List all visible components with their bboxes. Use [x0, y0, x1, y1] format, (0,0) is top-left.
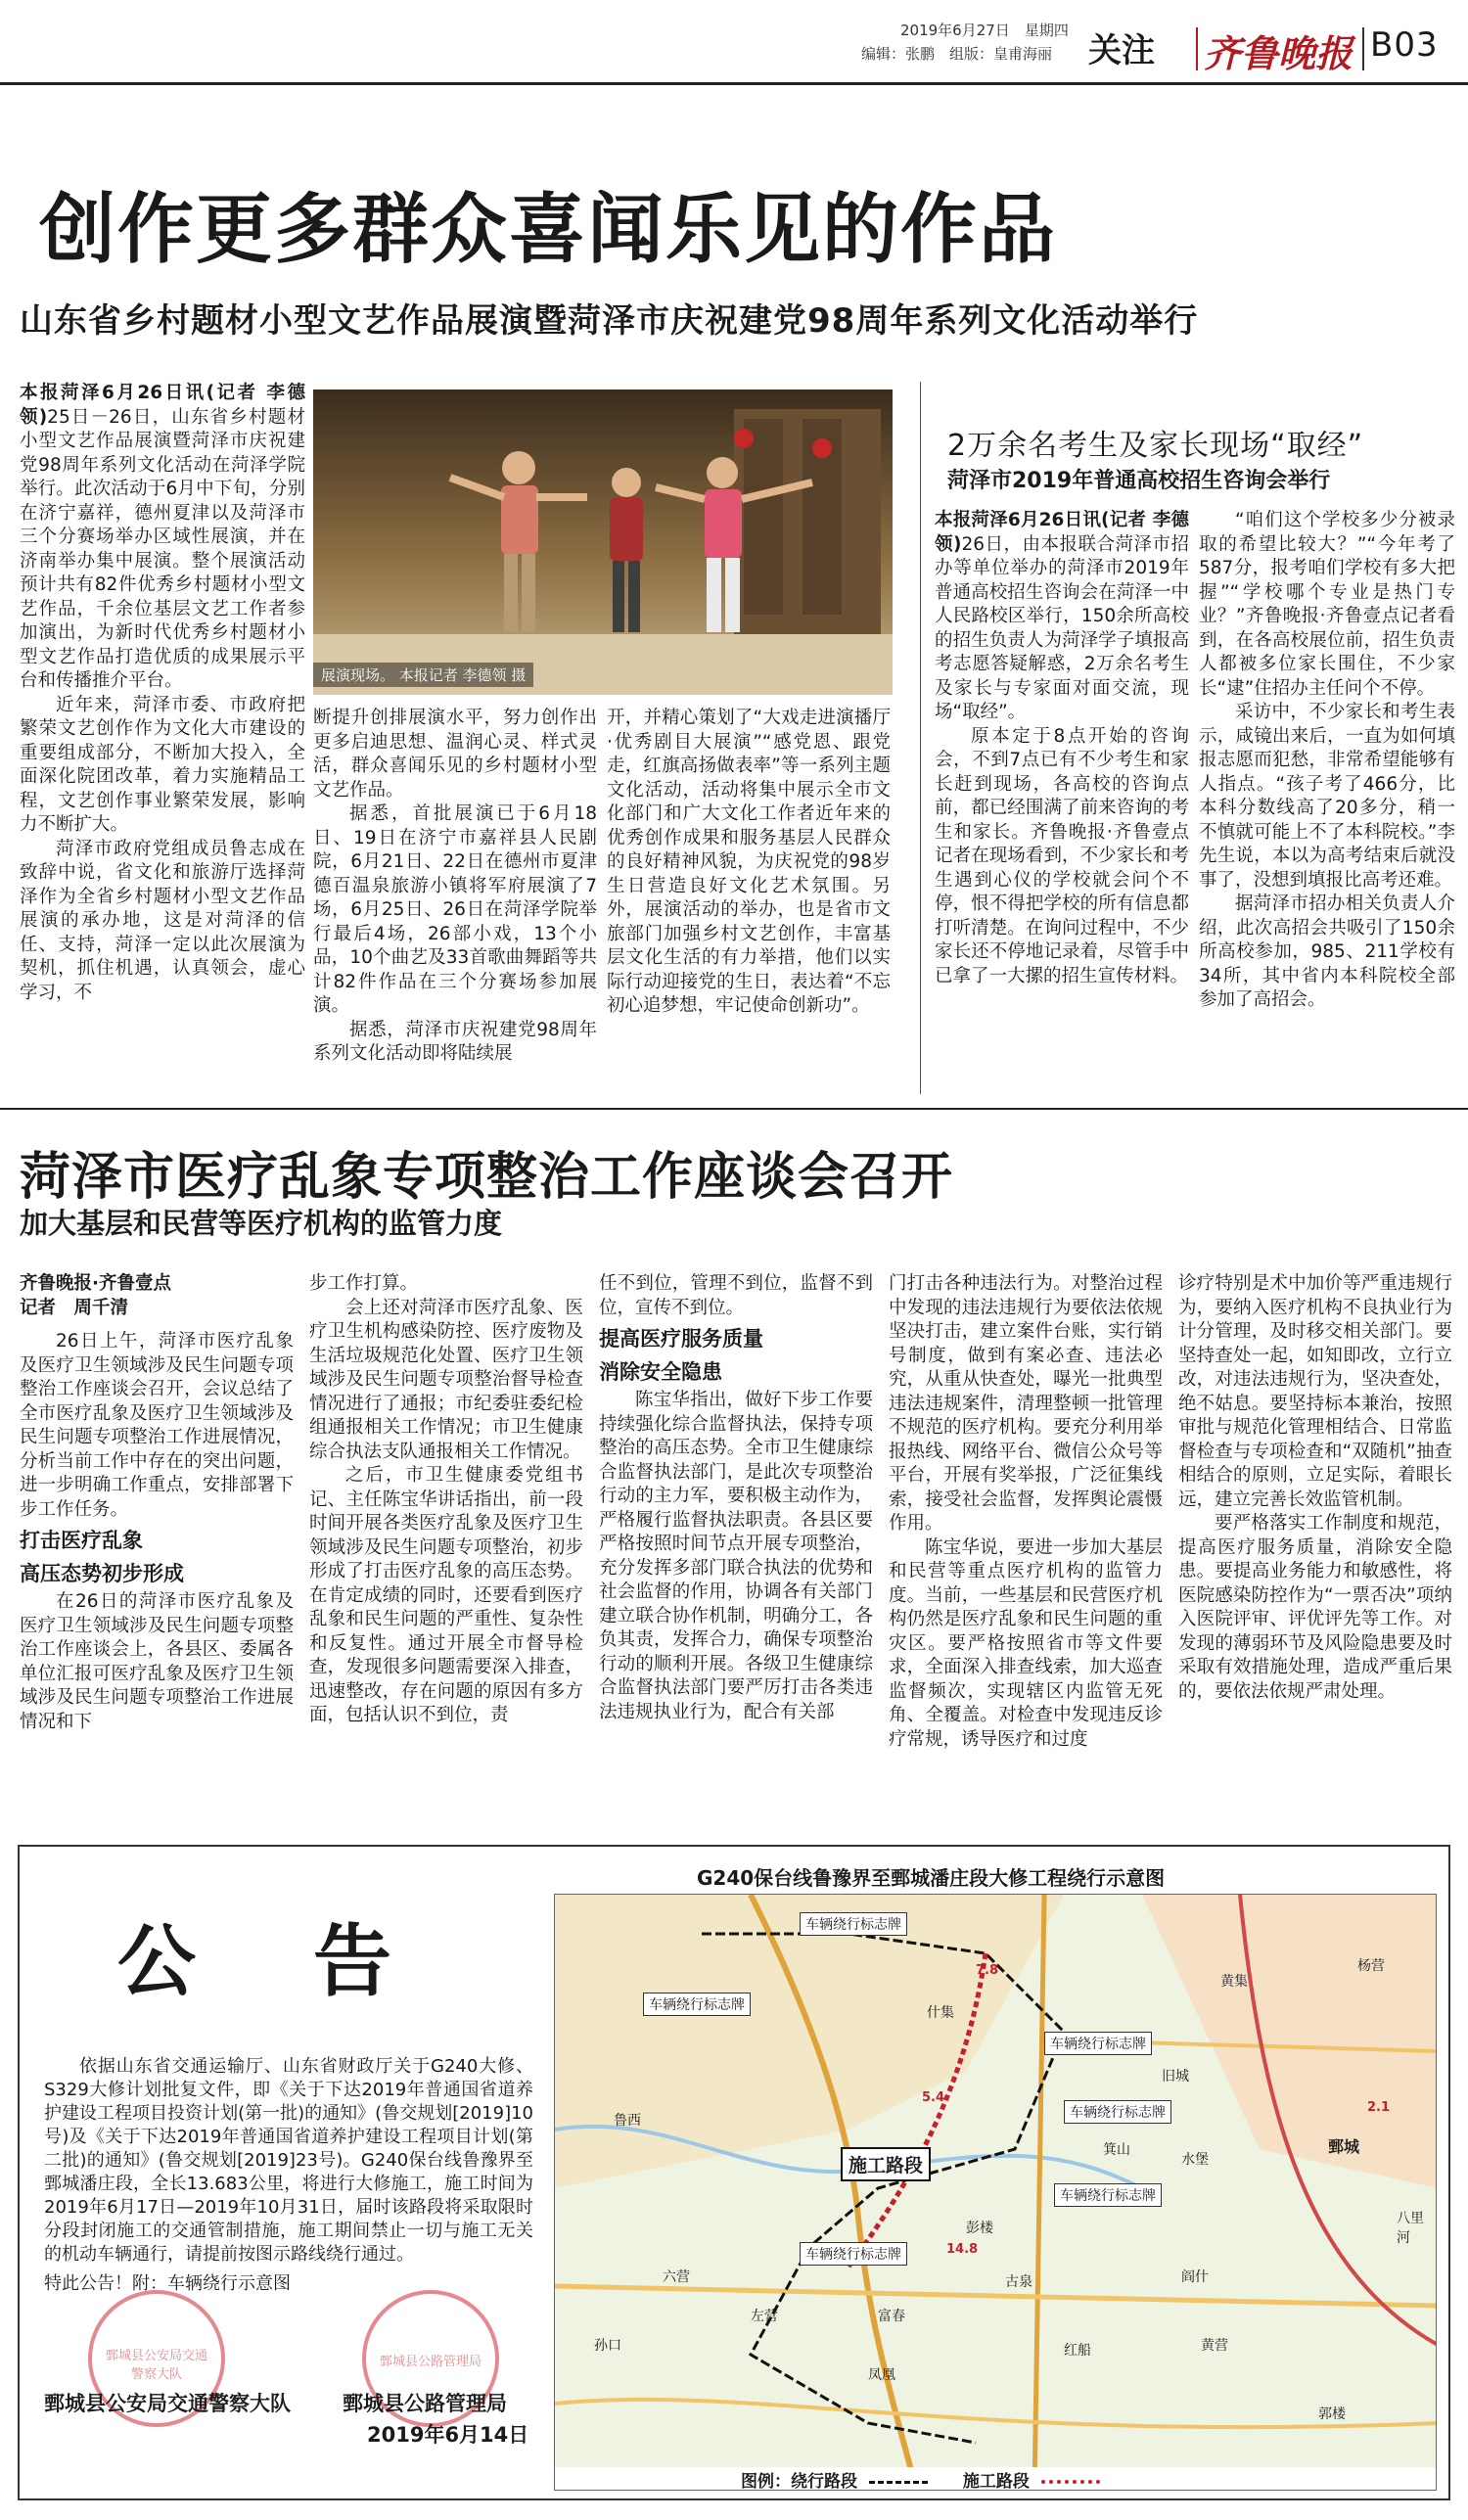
- place-shiji: 什集: [927, 2005, 954, 2021]
- place-zuoying: 左营: [751, 2309, 778, 2324]
- map-graphic: [555, 1895, 1437, 2491]
- map-label-sign-1: 车辆绕行标志牌: [800, 1912, 907, 1936]
- map-label-sign-4: 车辆绕行标志牌: [1064, 2100, 1171, 2124]
- map-label-sign-6: 车辆绕行标志牌: [800, 2242, 907, 2266]
- notice-title: 公告: [117, 1915, 509, 2007]
- map-label-sign-2: 车辆绕行标志牌: [643, 1993, 751, 2016]
- place-liuying: 六营: [663, 2269, 690, 2285]
- police-stamp: 鄄城县公安局交通警察大队: [88, 2290, 225, 2427]
- map-title: G240保台线鲁豫界至鄄城潘庄段大修工程绕行示意图: [697, 1866, 1166, 1890]
- article3-col2: 步工作打算。 会上还对菏泽市医疗乱象、医疗卫生机构感染防控、医疗废物及生活垃圾规范化处置、医疗卫生领域涉及民生问题专项整治督导检查情况进行了通报；市纪委驻委纪检组通报相关工作情况；市卫生健康综合执法支队通报相关工作情况。 之后，市卫生健康委党组书记、主任陈宝华讲话指出，前一段时间开展各类医疗乱象及医疗卫生领域涉及民生问题专项整治，初步形成了打击医疗乱象的高压态势。在肯定成绩的同时，还要看到医疗乱象和民生问题的严重性、复杂性和反复性。通过开展全市督导检查，发现很多问题需要深入排查，迅速整改，存在问题的原因有多方面，包括认识不到位，责: [309, 1273, 583, 1725]
- place-guolou: 郭楼: [1318, 2406, 1346, 2422]
- place-jishan: 箕山: [1103, 2142, 1130, 2158]
- masthead-editors: 编辑：张鹏 组版：皇甫海丽: [861, 45, 1053, 63]
- place-juancheng: 鄄城: [1328, 2137, 1360, 2156]
- photo-caption: 展演现场。 本报记者 李德领 摄: [313, 663, 533, 687]
- notice-body: 依据山东省交通运输厅、山东省财政厅关于G240大修、S329大修计划批复文件，即《关于下达2019年普通国省道养护建设工程项目投资计划(第一批)的通知》(鲁交规划[2019]10号)及《关于下达2019年普通国省道养护建设工程项目计划(第二批)的通知》(鲁交规划[2019]23号)。G240保台线鲁豫界至鄄城潘庄段，全长13.683公里，将进行大修施工，施工时间为2019年6月17日—2019年10月31日，届时该路段将采取限时分段封闭施工的交通管制措施，施工期间禁止一切与施工无关的机动车辆通行，请提前按图示路线绕行通过。 特此公告！附：车辆绕行示意图: [44, 2056, 533, 2294]
- article1-subhead: 山东省乡村题材小型文艺作品展演暨菏泽市庆祝建党98周年系列文化活动举行: [20, 301, 1199, 341]
- distance-1: 5.4: [922, 2090, 945, 2105]
- place-penglou: 彭楼: [966, 2221, 993, 2236]
- place-hongchuan: 红船: [1064, 2343, 1091, 2359]
- place-yangying: 杨营: [1357, 1958, 1385, 1974]
- article3-col5: 诊疗特别是术中加价等严重违规行为，要纳入医疗机构不良执业行为计分管理，及时移交相关部门。要坚持查处一起，如知即改，立行立改，对违法违规行为，坚决查处，绝不姑息。要坚持标本兼治，按照审批与规范化管理相结合、日常监督检查与专项检查和“双随机”抽查相结合的原则，立足实际，着眼长远，建立完善长效监管机制。 要严格落实工作制度和规范，提高医疗服务质量，消除安全隐患。要提高业务能力和敏感性，将医院感染防控作为“一票否决”项纳入医院评审、评优评先等工作。对发现的薄弱环节及风险隐患要及时采取有效措施处理，造成严重后果的，要依法依规严肃处理。: [1178, 1273, 1452, 1702]
- distance-3: 14.8: [946, 2242, 979, 2257]
- article2-subhead: 菏泽市2019年普通高校招生咨询会举行: [947, 469, 1331, 493]
- place-fuchun: 富春: [878, 2309, 905, 2324]
- highway-stamp: 鄄城县公路管理局: [362, 2290, 499, 2427]
- notice-org1: 鄄城县公安局交通警察大队: [44, 2392, 291, 2415]
- place-huangying: 黄营: [1201, 2338, 1228, 2354]
- notice-org2: 鄄城县公路管理局: [343, 2392, 507, 2415]
- article2-col1: 本报菏泽6月26日讯(记者 李德领)26日，由本报联合菏泽市招办等单位举办的菏泽市2019年普通高校招生咨询会在菏泽一中人民路校区举行，150余所高校的招生负责人为菏泽学子填报高考志愿答疑解惑，2万余名考生及家长与专家面对面交流，现场“取经”。 原本定于8点开始的咨询会，不到7点已有不少考生和家长赶到现场，各高校的咨询点前，都已经围满了前来咨询的考生和家长。齐鲁晚报·齐鲁壹点记者在现场看到，不少家长和考生遇到心仪的学校就会问个不停，恨不得把学校的所有信息都打听清楚。在询问过程中，不少家长还不停地记录着，尽管手中已拿了一大摞的招生宣传材料。: [935, 510, 1189, 986]
- article3-headline: 菏泽市医疗乱象专项整治工作座谈会召开: [20, 1148, 954, 1207]
- section-name: 关注: [1088, 31, 1155, 70]
- distance-4: 2.1: [1367, 2100, 1391, 2115]
- place-luxi: 鲁西: [614, 2113, 641, 2129]
- article3-col4: 门打击各种违法行为。对整治过程中发现的违法违规行为要依法依规坚决打击，建立案件台账，实行销号制度，做到有案必查、违法必究，从重从快查处，曝光一批典型违法违规案件，清理整顿一批管理不规范的医疗机构。要充分利用举报热线、网络平台、微信公众号等平台，开展有奖举报，广泛征集线索，接受社会监督，发挥舆论震慑作用。 陈宝华说，要进一步加大基层和民营等重点医疗机构的监管力度。当前，一些基层和民营医疗机构仍然是医疗乱象和民生问题的重灾区。要严格按照省市等文件要求，全面深入排查线索，加大巡查监督频次，实现辖区内监管无死角、全覆盖。对检查中发现违反诊疗常规，诱导医疗和过度: [889, 1273, 1163, 1750]
- article2-headline: 2万余名考生及家长现场“取经”: [947, 429, 1364, 463]
- masthead-date: 2019年6月27日 星期四: [900, 22, 1069, 39]
- map-legend: 图例：绕行路段 施工路段: [741, 2467, 1100, 2491]
- article1-col1: 本报菏泽6月26日讯(记者 李德领)25日－26日，山东省乡村题材小型文艺作品展演暨菏泽市庆祝建党98周年系列文化活动在菏泽学院举行。此次活动于6月中下旬，分别在济宁嘉祥，德州夏津以及菏泽市三个分赛场举办区域性展演，并在济南举办集中展演。整个展演活动预计共有82件优秀乡村题材小型文艺作品，千余位基层文艺工作者参加演出，为新时代优秀乡村题材小型文艺作品打造优质的成果展示平台和传播推介平台。 近年来，菏泽市委、市政府把繁荣文艺创作作为文化大市建设的重要组成部分，不断加大投入，全面深化院团改革，着力实施精品工程，文艺创作事业繁荣发展，影响力不断扩大。 菏泽市政府党组成员鲁志成在致辞中说，省文化和旅游厅选择菏泽作为全省乡村题材小型文艺作品展演的承办地，这是对菏泽的信任、支持，菏泽一定以此次展演为契机，抓住机遇，认真领会，虚心学习，不: [20, 383, 305, 1003]
- place-guquan: 古泉: [1005, 2274, 1032, 2290]
- place-huangji: 黄集: [1220, 1974, 1248, 1990]
- stage-illustration: [313, 389, 893, 695]
- newspaper-logo: 齐鲁晚报: [1204, 31, 1353, 75]
- map-label-sign-3: 车辆绕行标志牌: [1044, 2032, 1152, 2055]
- notice-date: 2019年6月14日: [367, 2423, 529, 2447]
- article1-col2: 断提升创排展演水平，努力创作出更多启迪思想、温润心灵、样式灵活，群众喜闻乐见的乡村题材小型文艺作品。 据悉，首批展演已于6月18日、19日在济宁市嘉祥县人民剧院，6月21日、22日在德州市夏津德百温泉旅游小镇将军府展演了7场，6月25日、26日在菏泽学院举行最后4场，26部小戏，13个小品，10个曲艺及33首歌曲舞蹈等共计82件作品在三个分赛场参加展演。 据悉，菏泽市庆祝建党98周年系列文化活动即将陆续展: [313, 708, 597, 1064]
- article1-headline: 创作更多群众喜闻乐见的作品: [39, 185, 1058, 274]
- place-jiucheng: 旧城: [1162, 2069, 1189, 2085]
- place-shuibao: 水堡: [1181, 2152, 1209, 2168]
- performance-photo: [313, 389, 893, 695]
- page-number: B03: [1370, 25, 1439, 65]
- map-label-construction: 施工路段: [841, 2147, 931, 2181]
- place-yanshi: 阎什: [1181, 2269, 1209, 2285]
- article3-col1: 齐鲁晚报·齐鲁壹点 记者 周千清 26日上午，菏泽市医疗乱象及医疗卫生领域涉及民生问题专项整治工作座谈会召开，会议总结了全市医疗乱象及医疗卫生领域涉及民生问题专项整治工作进展情况，分析当前工作中存在的突出问题，进一步明确工作重点，安排部署下步工作任务。 打击医疗乱象 高压态势初步形成 在26日的菏泽市医疗乱象及医疗卫生领域涉及民生问题专项整治工作座谈会上，各县区、委属各单位汇报可医疗乱象及医疗卫生领域涉及民生问题专项整治工作进展情况和下: [20, 1273, 294, 1732]
- map-label-sign-5: 车辆绕行标志牌: [1054, 2183, 1162, 2207]
- article3-subhead: 加大基层和民营等医疗机构的监管力度: [20, 1207, 503, 1240]
- place-fenghuang: 凤凰: [868, 2367, 895, 2383]
- place-balihe: 八里河: [1397, 2211, 1424, 2246]
- detour-map: [554, 1894, 1437, 2491]
- article2-col2: “咱们这个学校多少分被录取的希望比较大？”“今年考了587分，报考咱们学校有多大把握”“学校哪个专业是热门专业？”齐鲁晚报·齐鲁壹点记者看到，在各高校展位前，招生负责人都被多位家长围住，不少家长“逮”住招办主任问个不停。 采访中，不少家长和考生表示，咸镜出来后，一直为如何填报志愿而犯愁，非常希望能够有人指点。“孩子考了466分，比本科分数线高了20多分，稍一不慎就可能上不了本科院校。”李先生说，本以为高考结束后就没事了，没想到填报比高考还难。 据菏泽市招办相关负责人介绍，此次高招会共吸引了150余所高校参加，985、211学校有34所，其中省内本科院校全部参加了高招会。: [1199, 510, 1455, 1010]
- place-sunkou: 孙口: [594, 2338, 621, 2354]
- article1-col3: 开，并精心策划了“大戏走进演播厅·优秀剧目大展演”“感党恩、跟党走，红旗高扬做表率”等一系列主题文化活动，活动将集中展示全市文化部门和广大文化工作者近年来的优秀创作成果和服务基层人民群众的良好精神风貌，为庆祝党的98岁生日营造良好文化艺术氛围。另外，展演活动的举办，也是省市文旅部门加强乡村文艺创作，丰富基层文化生活的有力举措，他们以实际行动迎接党的生日，表达着“不忘初心追梦想，牢记使命创新功”。: [607, 708, 891, 1016]
- distance-2: 7.8: [976, 1963, 999, 1978]
- article3-col3: 任不到位，管理不到位，监督不到位，宣传不到位。 提高医疗服务质量 消除安全隐患 陈宝华指出，做好下步工作要持续强化综合监督执法，保持专项整治的高压态势。全市卫生健康综合监督执法部门，是此次专项整治行动的主力军，要积极主动作为，严格履行监督执法职责。各县区要严格按照时间节点开展专项整治，充分发挥多部门联合执法的优势和社会监督的作用，协调各有关部门建立联合协作机制，明确分工，各负其责，发挥合力，确保专项整治行动的顺利开展。各级卫生健康综合监督执法部门要严厉打击各类违法违规执业行为，配合有关部: [599, 1273, 873, 1722]
